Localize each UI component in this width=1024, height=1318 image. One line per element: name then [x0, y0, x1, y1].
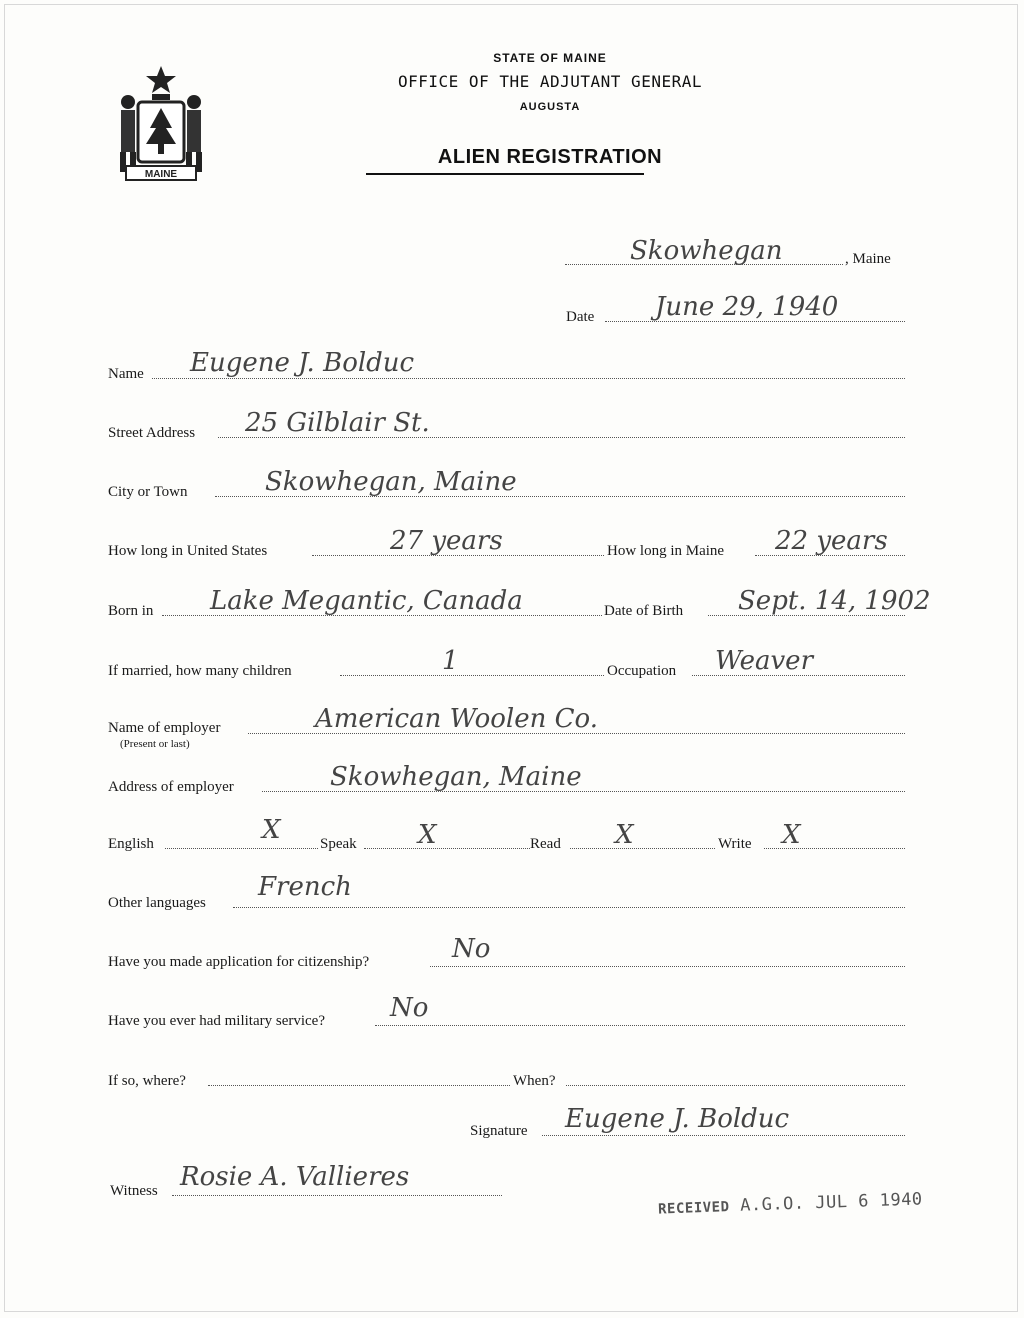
- employer-label: Name of employer: [108, 720, 221, 736]
- employer-sublabel: (Present or last): [120, 738, 190, 750]
- occupation-value: Weaver: [715, 646, 813, 676]
- page-border: [4, 4, 1018, 1312]
- write-value: X: [782, 820, 801, 850]
- us-value: 27 years: [390, 526, 503, 556]
- city-label: City or Town: [108, 484, 188, 500]
- witness-label: Witness: [110, 1183, 158, 1199]
- street-label: Street Address: [108, 425, 196, 441]
- read-line: [570, 848, 715, 849]
- military-value: No: [390, 993, 429, 1023]
- town-value: Skowhegan: [630, 236, 783, 266]
- maine-value: 22 years: [775, 526, 888, 556]
- children-value: 1: [442, 646, 459, 676]
- where-label: If so, where?: [108, 1073, 186, 1089]
- read-label: Read: [530, 836, 561, 852]
- other-languages-line: [233, 907, 905, 908]
- military-label: Have you ever had military service?: [108, 1013, 325, 1029]
- dob-value: Sept. 14, 1902: [738, 586, 931, 616]
- born-value: Lake Megantic, Canada: [210, 586, 523, 616]
- read-value: X: [615, 820, 634, 850]
- citizenship-value: No: [452, 934, 491, 964]
- form-title: ALIEN REGISTRATION: [437, 146, 663, 168]
- english-label: English: [108, 836, 154, 852]
- citizenship-label: Have you made application for citizenship?: [108, 954, 370, 970]
- other-languages-label: Other languages: [108, 895, 206, 911]
- speak-line: [364, 848, 530, 849]
- where-line: [208, 1085, 510, 1086]
- speak-value: X: [418, 820, 437, 850]
- employer-value: American Woolen Co.: [315, 704, 598, 734]
- header-city: AUGUSTA: [519, 101, 581, 113]
- when-label: When?: [513, 1073, 556, 1089]
- citizenship-line: [430, 966, 905, 967]
- occupation-label: Occupation: [607, 663, 677, 679]
- seal-text: MAINE: [144, 169, 178, 180]
- date-label: Date: [566, 309, 595, 325]
- name-line: [152, 378, 905, 379]
- dob-label: Date of Birth: [604, 603, 684, 619]
- witness-value: Rosie A. Vallieres: [180, 1162, 410, 1192]
- english-value: X: [262, 815, 281, 845]
- maine-state-seal-icon: [108, 62, 214, 186]
- received-stamp-prefix: RECEIVED: [657, 1199, 730, 1218]
- when-line: [566, 1085, 905, 1086]
- header-state: STATE OF MAINE: [493, 51, 607, 65]
- speak-label: Speak: [320, 836, 357, 852]
- employer-address-label: Address of employer: [108, 779, 234, 795]
- military-line: [375, 1025, 905, 1026]
- write-label: Write: [718, 836, 752, 852]
- children-label: If married, how many children: [108, 663, 292, 679]
- received-stamp-text: A.G.O. JUL 6 1940: [739, 1189, 923, 1216]
- street-value: 25 Gilblair St.: [245, 408, 430, 438]
- header-office: OFFICE OF THE ADJUTANT GENERAL: [398, 72, 702, 91]
- english-line: [165, 848, 318, 849]
- witness-line: [172, 1195, 502, 1196]
- other-languages-value: French: [258, 872, 352, 902]
- town-suffix: , Maine: [845, 251, 891, 267]
- date-value: June 29, 1940: [655, 292, 839, 322]
- born-label: Born in: [108, 603, 154, 619]
- maine-label: How long in Maine: [607, 543, 725, 559]
- employer-address-value: Skowhegan, Maine: [330, 762, 582, 792]
- signature-label: Signature: [470, 1123, 528, 1139]
- name-label: Name: [108, 366, 144, 382]
- name-value: Eugene J. Bolduc: [190, 348, 415, 378]
- city-value: Skowhegan, Maine: [265, 467, 517, 497]
- children-line: [340, 675, 604, 676]
- title-underline: [366, 173, 644, 175]
- signature-line: [542, 1135, 905, 1136]
- signature-value: Eugene J. Bolduc: [565, 1104, 790, 1134]
- us-label: How long in United States: [108, 543, 268, 559]
